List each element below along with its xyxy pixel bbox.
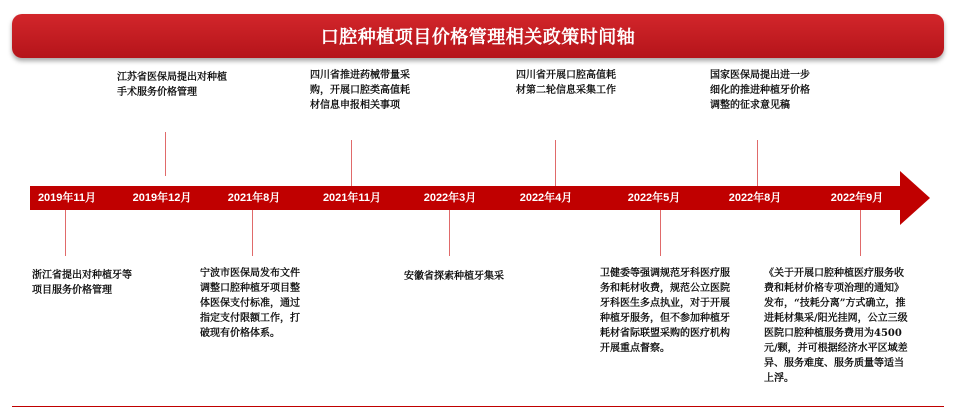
event-2022-08: 国家医保局提出进一步细化的推进种植牙价格调整的征求意见稿 <box>710 70 810 111</box>
event-2022-05: 卫健委等强调规范牙科医疗服务和耗材收费，规范公立医院牙科医生多点执业，对于开展种植牙服务，但不参加种植牙耗材省际联盟采购的医疗机构开展重点督察。 <box>600 268 730 354</box>
connector-2019-11 <box>65 210 66 256</box>
event-2021-11: 四川省推进药械带量采购，开展口腔类高值耗材信息申报相关事项 <box>310 70 410 111</box>
event-2019-11: 浙江省提出对种植牙等项目服务价格管理 <box>32 270 132 296</box>
date-2022-05: 2022年5月 <box>627 192 681 204</box>
connector-2019-12 <box>165 132 166 176</box>
timeline-arrowhead <box>900 171 930 225</box>
event-2021-08: 宁波市医保局发布文件调整口腔种植牙项目整体医保支付标准，通过指定支付限额工作，打破现有价格体系。 <box>200 268 300 339</box>
connector-2022-08 <box>757 140 758 186</box>
bottom-divider <box>12 406 944 407</box>
date-2022-03: 2022年3月 <box>423 192 477 204</box>
date-2019-11: 2019年11月 <box>37 192 97 204</box>
event-2022-09: 《关于开展口腔种植医疗服务收费和耗材价格专项治理的通知》发布，“技耗分离”方式确立，推进耗材集采/阳光挂网，公立三级医院口腔种植服务费用为4500元/颗，并可根据经济水平区域差异、服务难度、服务质量等适当上浮。 <box>764 268 908 384</box>
connector-2022-03 <box>449 210 450 256</box>
connector-2022-05 <box>660 210 661 256</box>
date-2019-12: 2019年12月 <box>132 192 192 204</box>
connector-2021-11 <box>351 140 352 186</box>
date-2022-04: 2022年4月 <box>519 192 573 204</box>
event-2022-03: 安徽省探索种植牙集采 <box>404 271 504 282</box>
date-2021-08: 2021年8月 <box>227 192 281 204</box>
date-2021-11: 2021年11月 <box>322 192 382 204</box>
connector-2022-09 <box>860 210 861 256</box>
connector-2021-08 <box>252 210 253 256</box>
title-banner <box>12 14 944 58</box>
event-2019-12: 江苏省医保局提出对种植手术服务价格管理 <box>117 72 227 98</box>
date-2022-08: 2022年8月 <box>728 192 782 204</box>
date-2022-09: 2022年9月 <box>830 192 884 204</box>
page-title: 口腔种植项目价格管理相关政策时间轴 <box>320 27 636 48</box>
event-2022-04: 四川省开展口腔高值耗材第二轮信息采集工作 <box>516 70 616 96</box>
connector-2022-04 <box>555 140 556 186</box>
